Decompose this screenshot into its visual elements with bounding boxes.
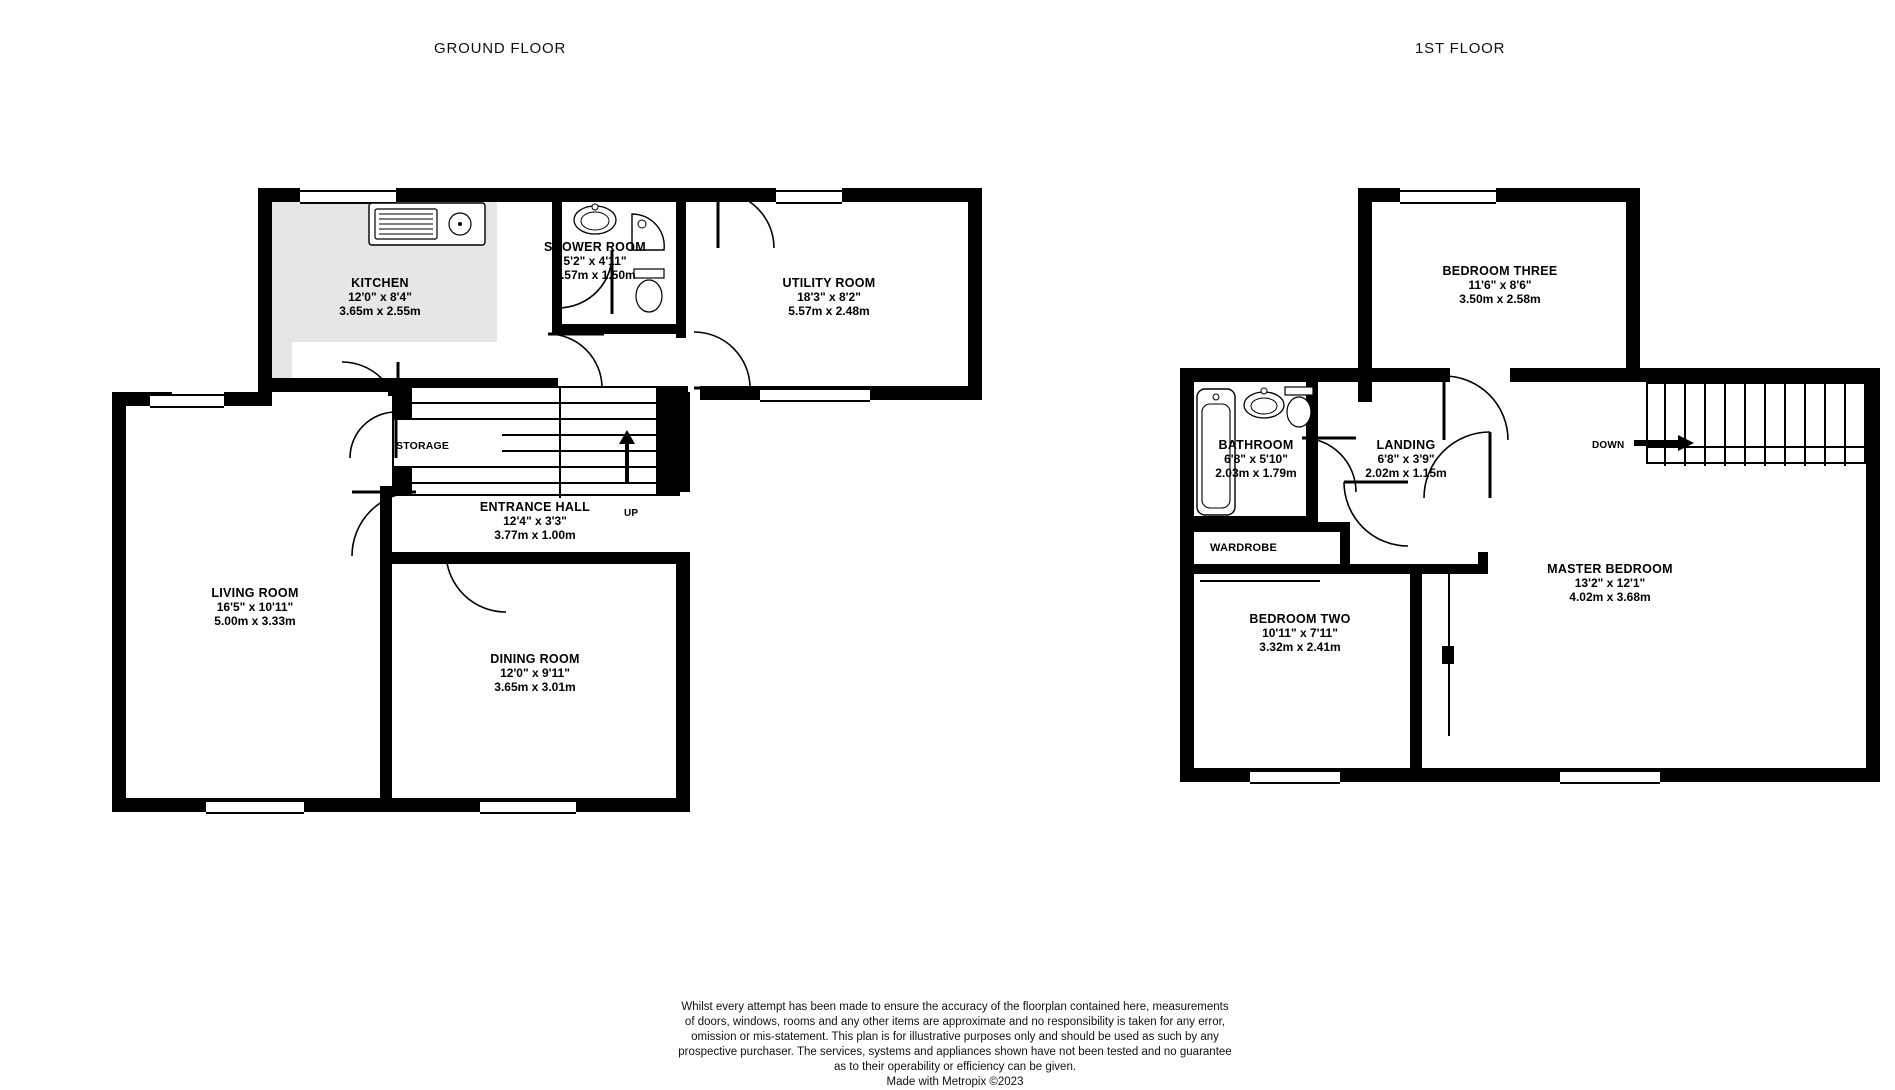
door-shower-room xyxy=(546,332,606,390)
room-metric: 5.00m x 3.33m xyxy=(214,614,296,628)
room-name: KITCHEN xyxy=(351,276,409,290)
room-name: ENTRANCE HALL xyxy=(479,500,591,514)
room-label-entrance-hall xyxy=(420,500,650,542)
wall-top-2 xyxy=(396,188,566,202)
wall-top-right-outer xyxy=(1640,368,1880,382)
room-label-master-bedroom xyxy=(1480,562,1740,604)
wall-dining-top xyxy=(380,552,680,564)
room-name: LIVING ROOM xyxy=(211,586,299,600)
stairs-up-label: UP xyxy=(624,508,639,519)
wall-wardrobe-top xyxy=(1180,522,1350,532)
room-name: BEDROOM TWO xyxy=(1249,612,1351,626)
wardrobe-rail xyxy=(1200,580,1320,582)
room-metric: 3.77m x 1.00m xyxy=(494,528,576,542)
window-master-bottom xyxy=(1560,770,1660,784)
room-imperial: 18'3" x 8'2" xyxy=(797,290,861,304)
room-name: LANDING xyxy=(1376,438,1436,452)
room-label-landing xyxy=(1306,438,1506,480)
ground-floor-title: GROUND FLOOR xyxy=(434,40,567,57)
stairs-down-arrow xyxy=(1634,434,1694,457)
stairs-down-label: DOWN xyxy=(1592,440,1625,451)
first-floor-plan xyxy=(1180,0,1895,900)
room-imperial: 10'11" x 7'11" xyxy=(1262,626,1338,640)
wall-right-outer xyxy=(1866,368,1880,782)
disclaimer-line-5: as to their operability or efficiency can be given. xyxy=(833,1061,1077,1073)
window-dining-bottom xyxy=(480,800,576,814)
room-label-dining-room xyxy=(420,652,650,694)
room-imperial: 6'8" x 5'10" xyxy=(1224,452,1288,466)
room-metric: 3.32m x 2.41m xyxy=(1259,640,1341,654)
disclaimer-line-3: omission or mis-statement. This plan is for illustrative purposes only and should be used as such by any xyxy=(691,1031,1219,1043)
room-metric: 3.65m x 2.55m xyxy=(339,304,421,318)
room-metric: 5.57m x 2.48m xyxy=(788,304,870,318)
room-label-utility-room xyxy=(714,276,944,318)
door-storage xyxy=(348,410,398,460)
door-utility-top xyxy=(716,190,778,250)
door-utility-hall xyxy=(690,330,752,390)
wall-bed2-master xyxy=(1410,564,1422,782)
wall-top-left-outer xyxy=(1180,368,1358,382)
disclaimer-text xyxy=(575,1000,1335,1090)
disclaimer-line-4: prospective purchaser. The services, systems and appliances shown have not been tested and no guarantee xyxy=(678,1046,1232,1058)
wardrobe-landing-label: WARDROBE xyxy=(1210,542,1277,554)
door-hall-entrance xyxy=(350,490,420,558)
window-bed2-bottom xyxy=(1250,770,1340,784)
wall-dining-left xyxy=(380,552,392,812)
room-imperial: 11'6" x 8'6" xyxy=(1468,278,1532,292)
room-metric: 2.03m x 1.79m xyxy=(1215,466,1297,480)
room-imperial: 5'2" x 4'11" xyxy=(563,254,627,268)
ground-floor-plan xyxy=(0,0,1000,900)
room-label-bedroom-two xyxy=(1190,612,1410,654)
room-name: MASTER BEDROOM xyxy=(1547,562,1673,576)
room-imperial: 13'2" x 12'1" xyxy=(1574,576,1646,590)
room-label-living-room xyxy=(140,586,370,628)
room-imperial: 12'4" x 3'3" xyxy=(503,514,567,528)
shower-room-basin xyxy=(572,202,618,236)
wall-wardrobe-bottom xyxy=(1180,564,1350,574)
room-imperial: 12'0" x 9'11" xyxy=(500,666,570,680)
room-metric: 3.50m x 2.58m xyxy=(1459,292,1541,306)
kitchen-sink xyxy=(368,202,486,246)
room-imperial: 16'5" x 10'11" xyxy=(216,600,294,614)
door-bedroom-two xyxy=(1342,480,1410,548)
room-name: BATHROOM xyxy=(1218,438,1294,452)
window-living-top xyxy=(150,394,224,408)
wall-bed3-bottom-left xyxy=(1358,368,1450,382)
wall-bed3-top-2 xyxy=(1496,188,1640,202)
wall-utility-right xyxy=(968,188,982,400)
room-name: UTILITY ROOM xyxy=(782,276,876,290)
wardrobe-master-label: WARDROBE xyxy=(1408,564,1464,574)
room-metric: 4.02m x 3.68m xyxy=(1569,590,1651,604)
wardrobe-master-rail-top xyxy=(1448,574,1450,646)
bathroom-toilet xyxy=(1282,386,1316,432)
bathroom-basin xyxy=(1242,386,1286,420)
wardrobe-master-door-knob xyxy=(1442,646,1454,664)
room-metric: 3.65m x 3.01m xyxy=(494,680,576,694)
wall-living-left xyxy=(112,392,126,812)
wall-bed3-bottom-right xyxy=(1510,368,1640,382)
wall-bed3-right xyxy=(1626,188,1640,368)
wall-bed3-top-1 xyxy=(1358,188,1400,202)
wardrobe-master-rail-bottom xyxy=(1448,662,1450,736)
wall-top-4 xyxy=(842,188,982,202)
room-name: DINING ROOM xyxy=(490,652,580,666)
window-bed3-top xyxy=(1400,190,1496,204)
door-dining xyxy=(444,552,508,614)
stairs-up-arrow xyxy=(618,430,636,487)
room-label-shower-room xyxy=(490,240,700,282)
metropix-credit: Made with Metropix ©2023 xyxy=(886,1076,1024,1088)
disclaimer-line-2: of doors, windows, rooms and any other items are approximate and no responsibility is taken for any error, xyxy=(684,1016,1226,1028)
room-name: SHOWER ROOM xyxy=(544,240,646,254)
window-living-bottom xyxy=(206,800,304,814)
wall-storage-bottom xyxy=(392,466,502,468)
window-utility-bottom xyxy=(760,388,870,402)
room-name: BEDROOM THREE xyxy=(1442,264,1558,278)
disclaimer-line-1: Whilst every attempt has been made to ensure the accuracy of the floorplan contained here, measurements xyxy=(681,1001,1229,1013)
storage-label: STORAGE xyxy=(396,440,450,452)
room-metric: 1.57m x 1.50m xyxy=(554,268,636,282)
room-metric: 2.02m x 1.15m xyxy=(1365,466,1447,480)
wall-bottom xyxy=(112,798,690,812)
wall-dining-right xyxy=(676,552,690,812)
room-label-bedroom-three xyxy=(1380,264,1620,306)
wall-living-top-2 xyxy=(224,392,272,406)
first-floor-title: 1ST FLOOR xyxy=(1415,40,1506,57)
room-imperial: 12'0" x 8'4" xyxy=(348,290,412,304)
wall-stair-right-block xyxy=(656,386,680,496)
window-utility-top xyxy=(776,190,842,204)
room-imperial: 6'8" x 3'9" xyxy=(1377,452,1435,466)
room-label-kitchen xyxy=(270,276,490,318)
